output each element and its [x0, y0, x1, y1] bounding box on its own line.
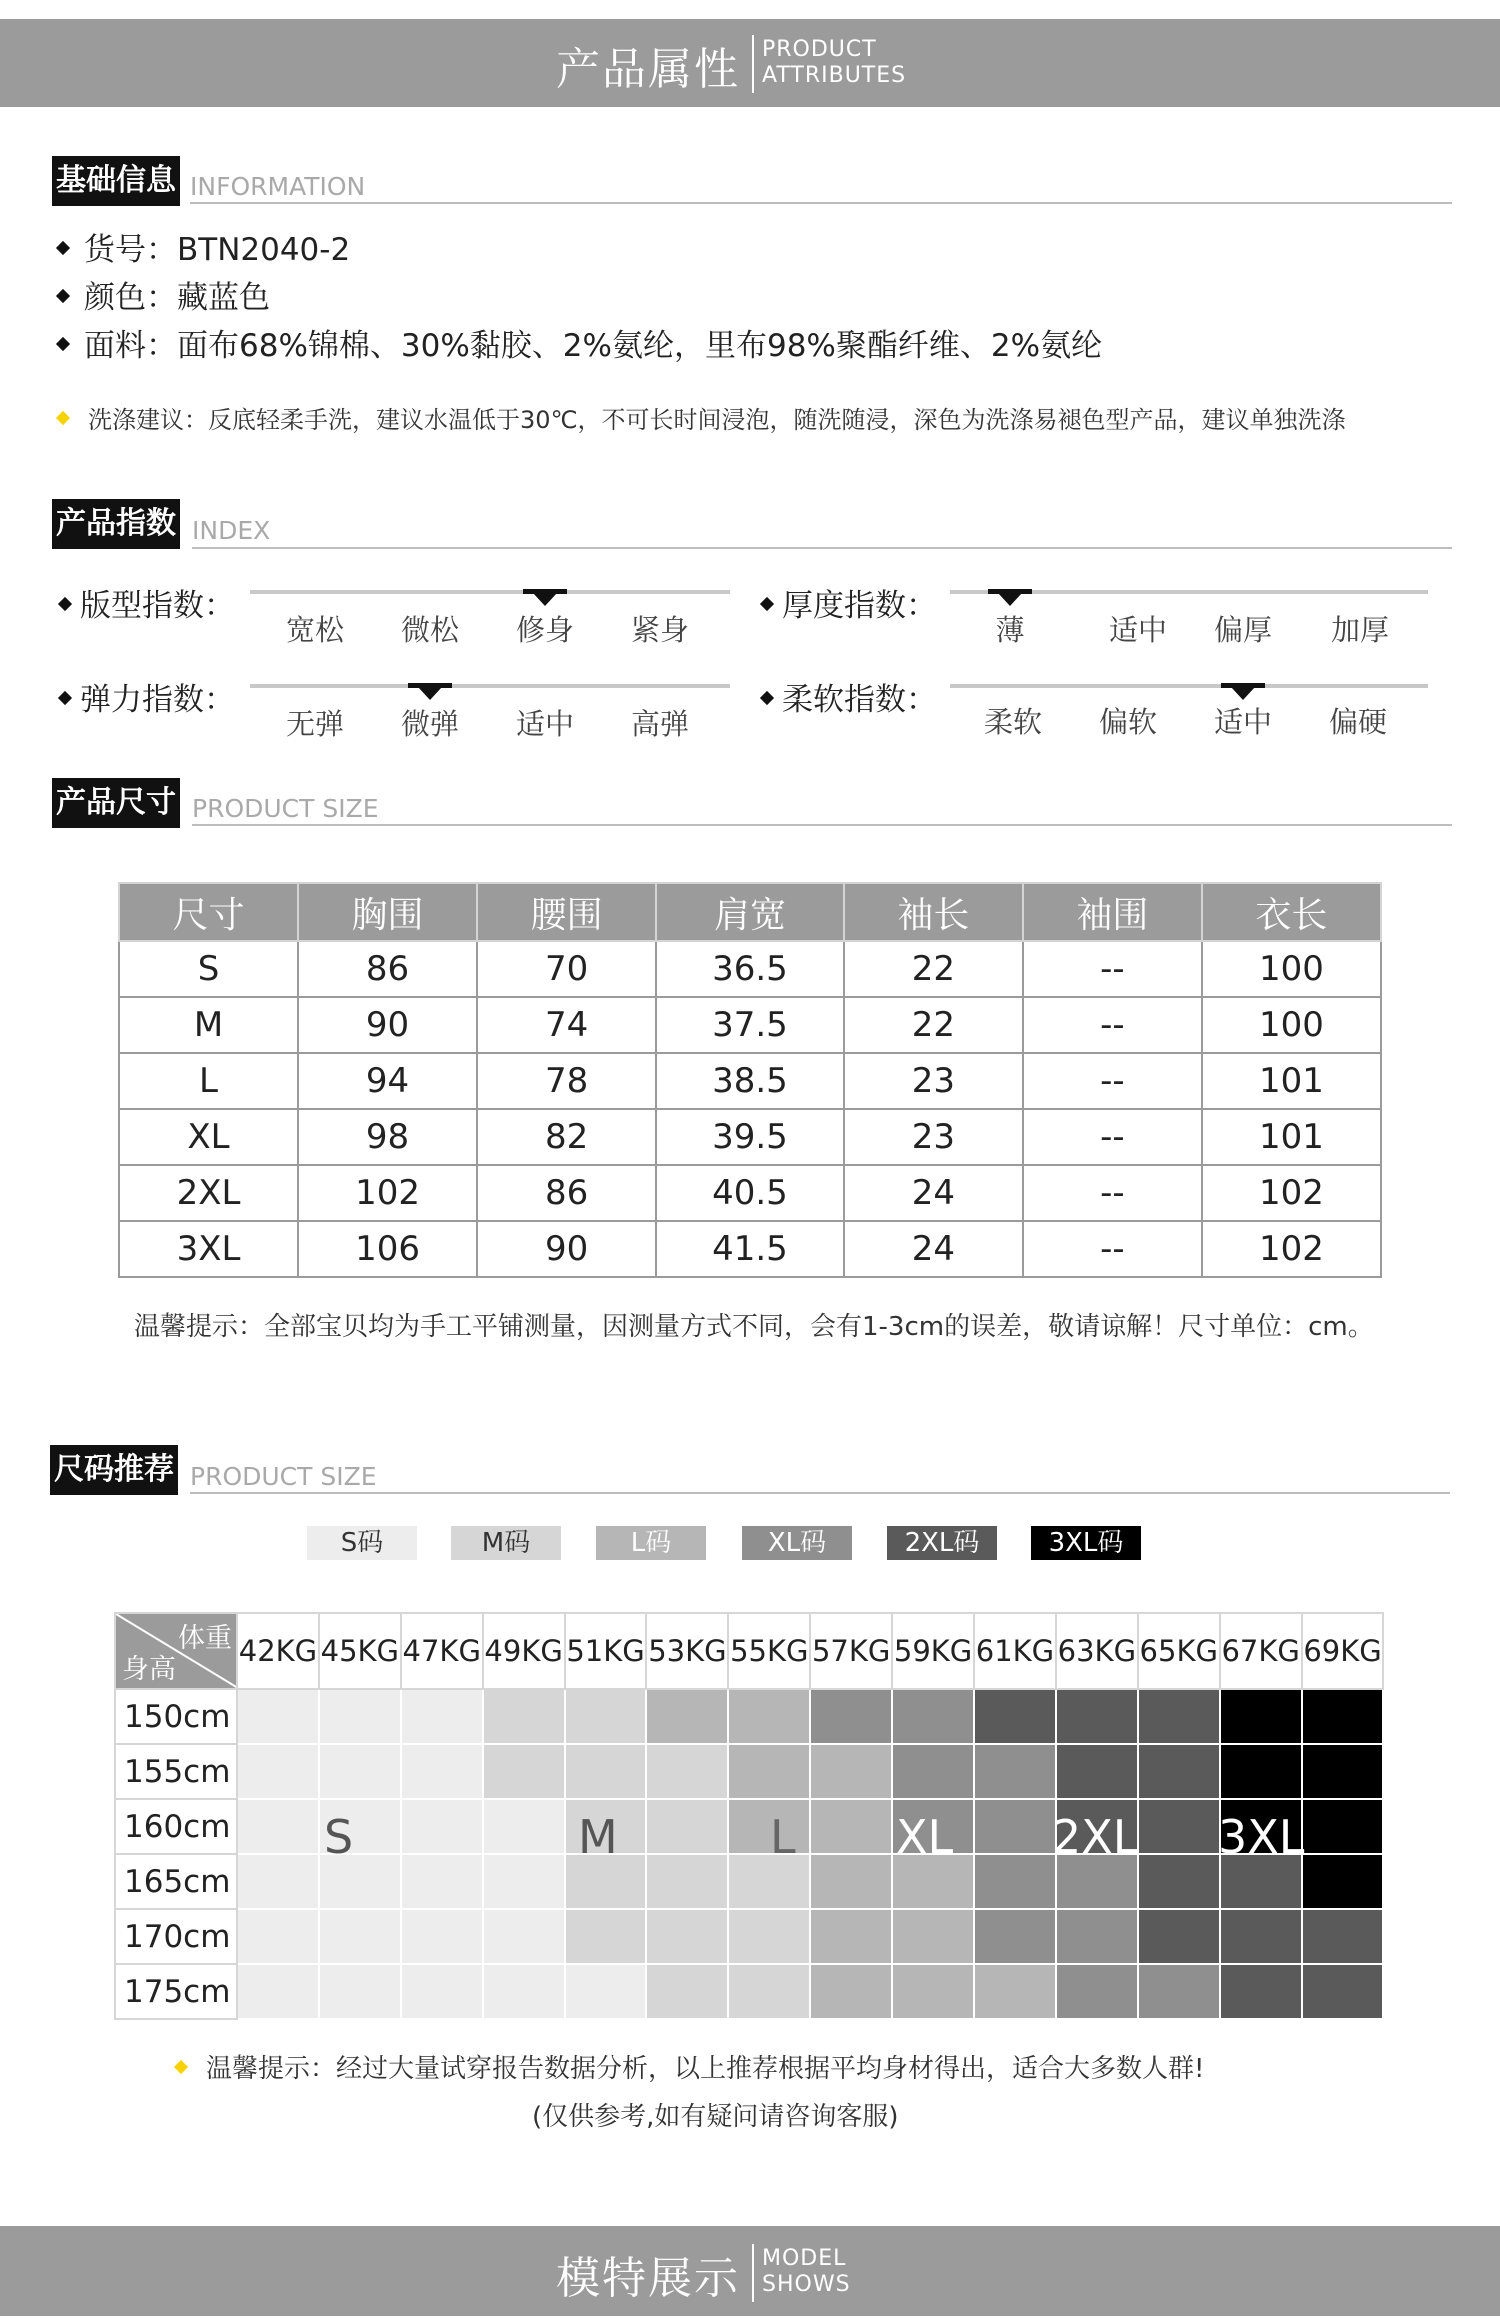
weight-header: 69KG [1302, 1613, 1384, 1689]
height-header: 175cm [115, 1964, 237, 2019]
rec-cell [483, 1799, 565, 1854]
table-cell: 24 [844, 1165, 1023, 1221]
index-option: 偏硬 [1328, 705, 1387, 739]
rec-cell [646, 1689, 728, 1744]
size-table-header: 袖长 [844, 883, 1023, 941]
rec-cell [1302, 1744, 1384, 1799]
size-table-header: 袖围 [1023, 883, 1202, 941]
size-note: 温馨提示：全部宝贝均为手工平铺测量，因测量方式不同，会有1-3cm的误差，敬请谅解！尺寸单位：cm。 [134, 1312, 1374, 1342]
size-legend-chip: 3XL码 [1031, 1526, 1141, 1560]
table-row [119, 941, 1381, 997]
rec-cell [1056, 1909, 1138, 1964]
rec-cell [1138, 1964, 1220, 2019]
weight-header: 67KG [1220, 1613, 1302, 1689]
size-region-label: S [324, 1810, 354, 1864]
table-cell: 39.5 [656, 1109, 844, 1165]
rec-cell [237, 1744, 319, 1799]
rec-cell [483, 1744, 565, 1799]
rec-cell [646, 1964, 728, 2019]
table-cell: 70 [477, 941, 656, 997]
rec-cell [728, 1744, 810, 1799]
height-header: 170cm [115, 1909, 237, 1964]
size-table [118, 882, 1382, 1278]
index-option: 微松 [400, 613, 459, 647]
index-option: 偏软 [1098, 705, 1157, 739]
table-cell: 36.5 [656, 941, 844, 997]
section-en-basic: INFORMATION [190, 172, 366, 201]
info-item-color: 颜色：藏蓝色 [58, 272, 270, 317]
index-option: 宽松 [285, 613, 344, 647]
weight-header: 42KG [237, 1613, 319, 1689]
table-cell: 106 [298, 1221, 477, 1277]
table-row [119, 1109, 1381, 1165]
table-cell: 100 [1202, 997, 1381, 1053]
weight-header: 45KG [319, 1613, 401, 1689]
table-cell: 24 [844, 1221, 1023, 1277]
weight-header: 51KG [565, 1613, 647, 1689]
size-table-header: 腰围 [477, 883, 656, 941]
rec-cell [565, 1964, 647, 2019]
rec-note-sub: (仅供参考,如有疑问请咨询客服) [532, 2102, 899, 2132]
section-en-index: INDEX [192, 516, 271, 545]
table-cell: 102 [1202, 1165, 1381, 1221]
section-line [192, 547, 1452, 549]
size-table-header: 尺寸 [119, 883, 298, 941]
weight-header: 61KG [974, 1613, 1056, 1689]
rec-cell [646, 1854, 728, 1909]
rec-note: 温馨提示：经过大量试穿报告数据分析，以上推荐根据平均身材得出，适合大多数人群! [176, 2048, 1204, 2085]
weight-header: 57KG [810, 1613, 892, 1689]
corner-height-label: 身高 [122, 1654, 176, 1685]
rec-cell [1138, 1909, 1220, 1964]
table-cell: 2XL [119, 1165, 298, 1221]
table-row [119, 1165, 1381, 1221]
rec-cell [1220, 1689, 1302, 1744]
height-header: 160cm [115, 1799, 237, 1854]
rec-cell [565, 1744, 647, 1799]
size-legend-chip: S码 [307, 1526, 417, 1560]
rec-row [115, 1689, 1383, 1744]
table-cell: -- [1023, 1109, 1202, 1165]
weight-header: 55KG [728, 1613, 810, 1689]
size-region-label: 3XL [1218, 1810, 1305, 1864]
table-cell: 101 [1202, 1109, 1381, 1165]
rec-cell [1138, 1744, 1220, 1799]
table-cell: 101 [1202, 1053, 1381, 1109]
section-en-size: PRODUCT SIZE [192, 794, 379, 823]
rec-cell [810, 1909, 892, 1964]
rec-cell [1056, 1964, 1138, 2019]
size-region-label: 2XL [1052, 1810, 1139, 1864]
table-cell: 90 [298, 997, 477, 1053]
rec-cell [810, 1799, 892, 1854]
top-banner [0, 19, 1500, 107]
rec-cell [1302, 1799, 1384, 1854]
index-option: 适中 [515, 707, 574, 741]
size-region-label: M [578, 1810, 618, 1864]
rec-cell [565, 1909, 647, 1964]
size-legend-chip: L码 [596, 1526, 706, 1560]
table-cell: 74 [477, 997, 656, 1053]
rec-row [115, 1964, 1383, 2019]
wash-note: 洗涤建议：反底轻柔手洗，建议水温低于30℃，不可长时间浸泡，随洗随浸，深色为洗涤易褪色型产品，建议单独洗涤 [58, 400, 1346, 435]
rec-cell [1138, 1854, 1220, 1909]
table-cell: -- [1023, 1165, 1202, 1221]
height-header: 165cm [115, 1854, 237, 1909]
rec-cell [1302, 1909, 1384, 1964]
table-cell: 3XL [119, 1221, 298, 1277]
rec-cell [1056, 1689, 1138, 1744]
index-option: 高弹 [630, 707, 689, 741]
banner-en-line1: MODEL [762, 2246, 847, 2271]
table-cell: S [119, 941, 298, 997]
index-marker [408, 683, 452, 703]
banner-title: 模特展示 [556, 2253, 740, 2304]
index-option: 偏厚 [1213, 613, 1272, 647]
rec-cell [1220, 1744, 1302, 1799]
rec-cell [483, 1689, 565, 1744]
section-line [190, 1492, 1450, 1494]
rec-cell [892, 1689, 974, 1744]
size-region-label: XL [896, 1810, 954, 1864]
table-cell: L [119, 1053, 298, 1109]
rec-cell [974, 1909, 1056, 1964]
banner-en-line2: ATTRIBUTES [762, 63, 907, 88]
size-table-header: 衣长 [1202, 883, 1381, 941]
table-cell: 86 [298, 941, 477, 997]
table-cell: M [119, 997, 298, 1053]
rec-cell [810, 1964, 892, 2019]
index-option: 加厚 [1330, 613, 1389, 647]
rec-cell [319, 1744, 401, 1799]
banner-en-line2: SHOWS [762, 2272, 851, 2297]
rec-row [115, 1854, 1383, 1909]
height-header: 150cm [115, 1689, 237, 1744]
rec-cell [319, 1689, 401, 1744]
rec-cell [483, 1909, 565, 1964]
rec-cell [401, 1689, 483, 1744]
table-cell: 82 [477, 1109, 656, 1165]
rec-cell [319, 1909, 401, 1964]
rec-cell [237, 1689, 319, 1744]
rec-cell [401, 1744, 483, 1799]
bottom-banner [0, 2226, 1500, 2316]
table-cell: 94 [298, 1053, 477, 1109]
index-label: 厚度指数： [762, 580, 937, 625]
table-cell: 23 [844, 1109, 1023, 1165]
rec-cell [401, 1799, 483, 1854]
rec-cell [892, 1909, 974, 1964]
table-cell: 22 [844, 941, 1023, 997]
rec-cell [646, 1909, 728, 1964]
weight-header: 65KG [1138, 1613, 1220, 1689]
rec-cell [1138, 1689, 1220, 1744]
index-option: 适中 [1213, 705, 1272, 739]
rec-cell [974, 1854, 1056, 1909]
banner-title: 产品属性 [556, 44, 740, 95]
index-option: 无弹 [285, 707, 344, 741]
index-option: 柔软 [983, 705, 1042, 739]
weight-header: 49KG [483, 1613, 565, 1689]
rec-cell [1138, 1799, 1220, 1854]
banner-divider [752, 2244, 754, 2302]
corner-weight-label: 体重 [178, 1623, 232, 1654]
table-cell: 22 [844, 997, 1023, 1053]
table-cell: 90 [477, 1221, 656, 1277]
rec-cell [1056, 1744, 1138, 1799]
table-cell: XL [119, 1109, 298, 1165]
banner-en-line1: PRODUCT [762, 37, 877, 62]
index-marker [1221, 683, 1265, 703]
rec-row [115, 1799, 1383, 1854]
rec-cell [974, 1799, 1056, 1854]
rec-cell [1302, 1964, 1384, 2019]
section-line [192, 824, 1452, 826]
rec-row [115, 1909, 1383, 1964]
rec-cell [810, 1689, 892, 1744]
section-tag-size: 产品尺寸 [52, 778, 180, 828]
rec-cell [1302, 1689, 1384, 1744]
index-marker [988, 589, 1032, 609]
table-cell: 41.5 [656, 1221, 844, 1277]
size-legend-chip: M码 [451, 1526, 561, 1560]
rec-header-row [115, 1613, 1383, 1689]
table-cell: 78 [477, 1053, 656, 1109]
rec-cell [1302, 1854, 1384, 1909]
info-item-fabric: 面料：面布68%锦棉、30%黏胶、2%氨纶，里布98%聚酯纤维、2%氨纶 [58, 320, 1102, 365]
rec-cell [728, 1964, 810, 2019]
rec-cell [892, 1744, 974, 1799]
table-cell: 38.5 [656, 1053, 844, 1109]
table-cell: 102 [1202, 1221, 1381, 1277]
rec-cell [1220, 1909, 1302, 1964]
table-cell: 100 [1202, 941, 1381, 997]
table-cell: 23 [844, 1053, 1023, 1109]
table-cell: 40.5 [656, 1165, 844, 1221]
rec-cell [565, 1689, 647, 1744]
index-option: 修身 [515, 613, 574, 647]
rec-cell [237, 1964, 319, 2019]
banner-divider [752, 35, 754, 93]
rec-cell [810, 1854, 892, 1909]
rec-cell [728, 1909, 810, 1964]
rec-cell [483, 1964, 565, 2019]
section-line [190, 202, 1452, 204]
rec-cell [646, 1744, 728, 1799]
index-label: 版型指数： [60, 580, 235, 625]
recommendation-table [114, 1612, 1384, 2020]
section-tag-rec: 尺码推荐 [50, 1445, 178, 1495]
rec-cell [237, 1799, 319, 1854]
index-option: 适中 [1108, 613, 1167, 647]
weight-header: 47KG [401, 1613, 483, 1689]
index-option: 微弹 [400, 707, 459, 741]
rec-cell [401, 1854, 483, 1909]
rec-cell [237, 1854, 319, 1909]
info-item-sku: 货号：BTN2040-2 [58, 224, 350, 269]
section-en-rec: PRODUCT SIZE [190, 1462, 377, 1491]
size-table-header: 胸围 [298, 883, 477, 941]
index-track [250, 590, 730, 594]
rec-cell [810, 1744, 892, 1799]
size-region-label: L [770, 1810, 796, 1864]
size-legend-chip: XL码 [742, 1526, 852, 1560]
corner-cell [115, 1613, 237, 1689]
table-cell: -- [1023, 941, 1202, 997]
index-label: 弹力指数： [60, 674, 235, 719]
table-cell: 86 [477, 1165, 656, 1221]
weight-header: 53KG [646, 1613, 728, 1689]
index-option: 紧身 [630, 613, 689, 647]
index-track [950, 684, 1428, 688]
rec-row [115, 1744, 1383, 1799]
rec-cell [319, 1964, 401, 2019]
index-marker [523, 589, 567, 609]
rec-cell [728, 1689, 810, 1744]
rec-cell [483, 1854, 565, 1909]
table-cell: -- [1023, 1221, 1202, 1277]
rec-cell [1220, 1964, 1302, 2019]
table-cell: 98 [298, 1109, 477, 1165]
index-option: 薄 [995, 613, 1025, 647]
table-row [119, 1053, 1381, 1109]
rec-cell [974, 1689, 1056, 1744]
weight-header: 63KG [1056, 1613, 1138, 1689]
index-track [250, 684, 730, 688]
table-cell: 102 [298, 1165, 477, 1221]
table-row [119, 997, 1381, 1053]
rec-cell [892, 1964, 974, 2019]
table-cell: 37.5 [656, 997, 844, 1053]
table-cell: -- [1023, 1053, 1202, 1109]
rec-cell [646, 1799, 728, 1854]
section-tag-basic: 基础信息 [52, 156, 180, 206]
rec-cell [974, 1964, 1056, 2019]
index-label: 柔软指数： [762, 674, 937, 719]
table-cell: -- [1023, 997, 1202, 1053]
size-table-header: 肩宽 [656, 883, 844, 941]
height-header: 155cm [115, 1744, 237, 1799]
rec-cell [401, 1909, 483, 1964]
rec-cell [401, 1964, 483, 2019]
section-tag-index: 产品指数 [52, 499, 180, 549]
table-row [119, 1221, 1381, 1277]
weight-header: 59KG [892, 1613, 974, 1689]
size-legend-chip: 2XL码 [887, 1526, 997, 1560]
rec-cell [974, 1744, 1056, 1799]
rec-cell [237, 1909, 319, 1964]
